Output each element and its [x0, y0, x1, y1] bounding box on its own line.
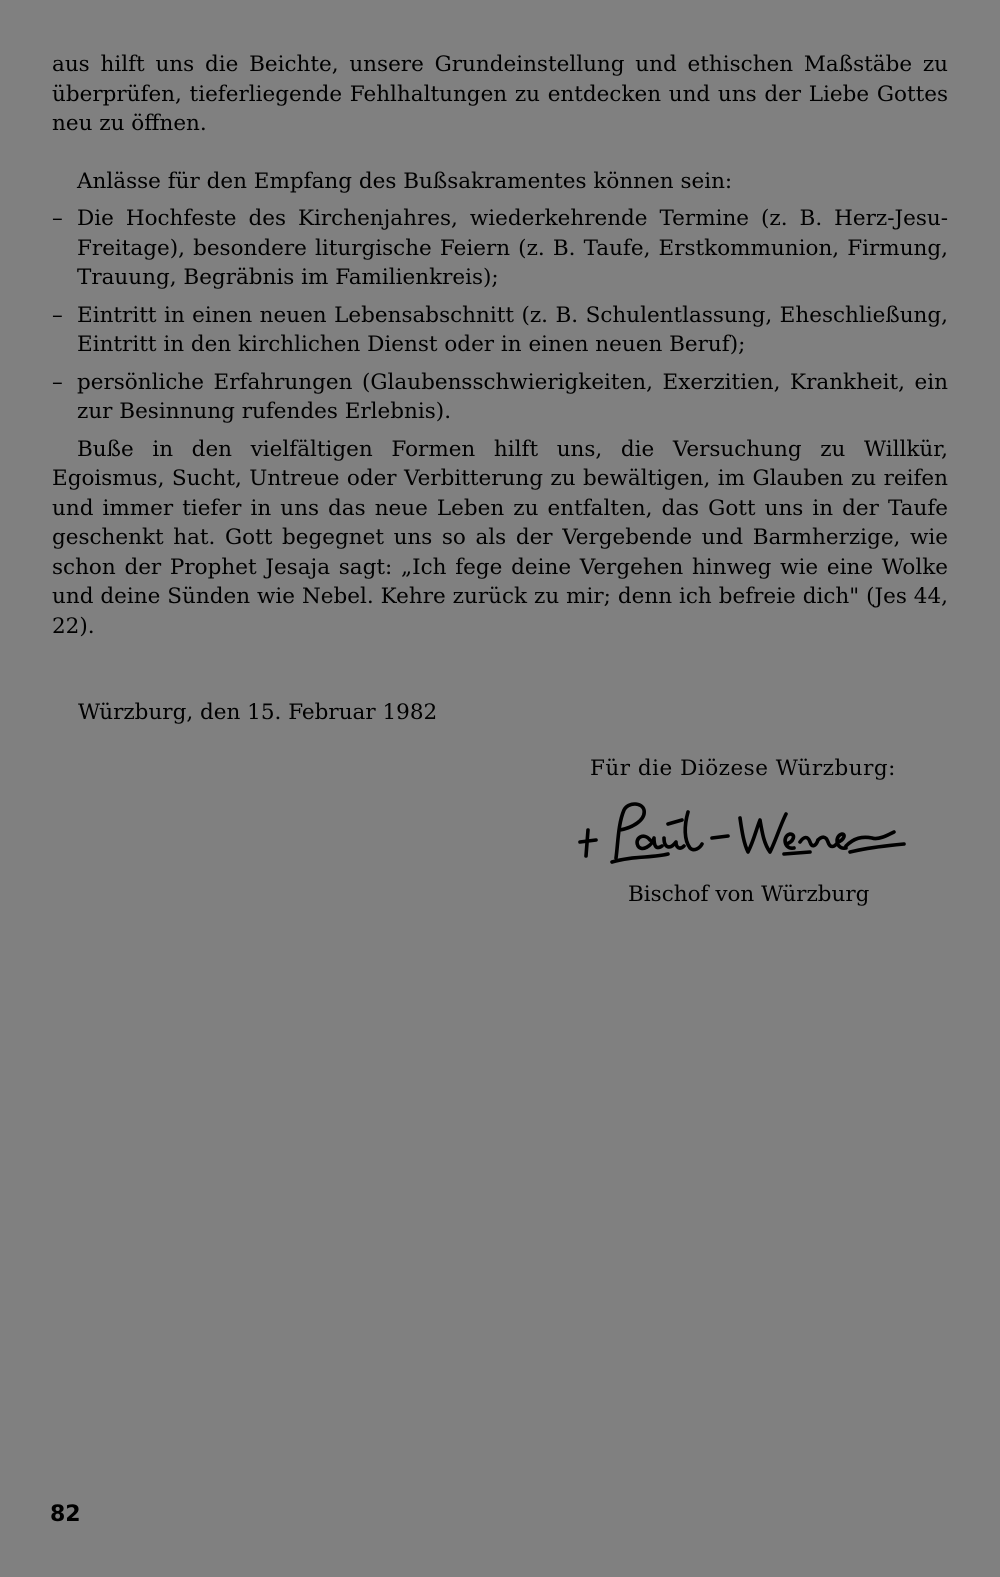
- dash-bullet: –: [52, 206, 63, 231]
- dash-bullet: –: [52, 369, 63, 395]
- document-body: [52, 50, 948, 641]
- closing-paragraph: Buße in den vielfältigen Formen hilft uns, die Versuchung zu Willkür, Egoismus, Sucht, Untreue oder Verbitterung zu bewältigen, im Glauben zu reifen und immer tiefer in uns das neue Leben zu entfalten, das Gott uns in der Taufe geschenkt hat. Gott begegnet uns so als der Vergebende und Barmherzige, wie schon der Prophet Jesaja sagt: „Ich fege deine Vergehen hinweg wie eine Wolke und deine Sünden wie Nebel. Kehre zurück zu mir; denn ich befreie dich" (Jes 44, 22).: [52, 436, 948, 639]
- intro-paragraph: aus hilft uns die Beichte, unsere Grundeinstellung und ethischen Maßstäbe zu überprüfen, tieferliegende Fehlhaltungen zu entdecken und uns der Liebe Gottes neu zu öffnen.: [52, 52, 948, 136]
- page-number: 82: [50, 1502, 81, 1527]
- occasions-list: [52, 204, 948, 427]
- list-item: [52, 204, 948, 293]
- list-item: [52, 301, 948, 360]
- list-item-text: persönliche Erfahrungen (Glaubensschwierigkeiten, Exerzitien, Krankheit, ein zur Besinnung rufendes Erlebnis).: [77, 369, 948, 424]
- list-item-text: Eintritt in einen neuen Lebensabschnitt (z. B. Schulentlassung, Eheschließung, Eintritt in den kirchlichen Dienst oder in einen neuen Beruf);: [77, 302, 948, 357]
- occasions-heading: Anlässe für den Empfang des Bußsakramentes können sein:: [77, 168, 733, 194]
- bishop-title: Bischof von Würzburg: [628, 882, 870, 907]
- list-item: [52, 368, 948, 427]
- diocese-line: Für die Diözese Würzburg:: [590, 756, 896, 781]
- dash-bullet: –: [52, 302, 63, 328]
- bishop-signature: [572, 796, 942, 876]
- date-line: Würzburg, den 15. Februar 1982: [78, 700, 438, 725]
- list-item-text: Die Hochfeste des Kirchenjahres, wiederkehrende Termine (z. B. Herz-Jesu-Freitage), besondere liturgische Feiern (z. B. Taufe, Erstkommunion, Firmung, Trauung, Begräbnis im Familienkreis);: [77, 206, 948, 290]
